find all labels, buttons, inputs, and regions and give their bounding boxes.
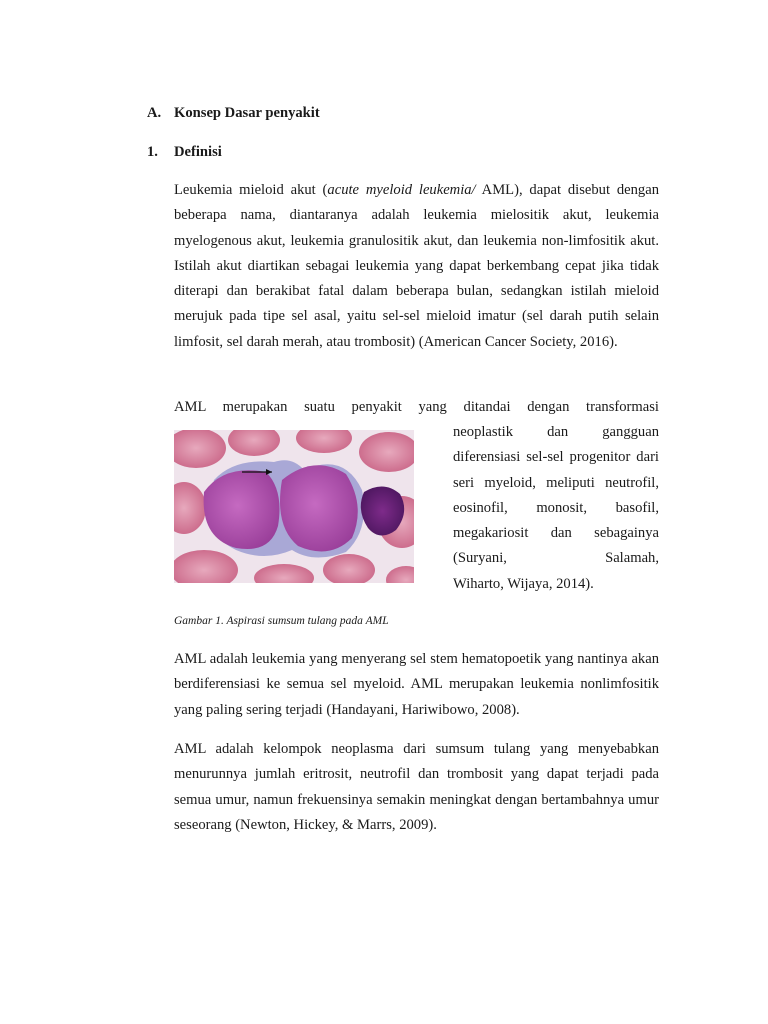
subsection-title: Definisi [174,144,222,160]
paragraph-definition-post: AML), dapat disebut dengan beberapa nama, diantaranya adalah leukemia mielositik akut, leukemia myelogenous akut, leukemia granulositik akut, dan leukemia non-limfositik akut. Istilah akut diartikan sebagai leukemia yang dapat berkembang cepat jika tidak diterapi dan berakibat fatal dalam beberapa bulan, sedangkan istilah mieloid merujuk pada tipe sel asal, yaitu sel-sel mieloid imatur (sel darah putih selain limfosit, sel darah merah, atau trombosit) (American Cancer Society, 2016). [174,182,659,350]
paragraph-aml-wrap [453,420,659,597]
section-letter: A. [147,105,162,121]
bone-marrow-image [174,430,414,583]
subsection-heading [147,143,222,161]
figure-caption: Gambar 1. Aspirasi sumsum tulang pada AML [174,615,389,627]
paragraph-definition [174,178,659,355]
paragraph-aml-stem-cell: AML adalah leukemia yang menyerang sel stem hematopoetik yang nantinya akan berdiferensiasi ke semua sel myeloid. AML merupakan leukemia nonlimfositik yang paling sering terjadi (Handayani, Hariwibowo, 2008). [174,651,659,718]
paragraph-aml-lead: AML merupakan suatu penyakit yang ditandai dengan transformasi [174,399,659,415]
subsection-number: 1. [147,144,158,160]
bone-marrow-figure [174,430,414,583]
paragraph-aml-wrap-body: neoplastik dan gangguan diferensiasi sel-sel progenitor dari seri myeloid, meliputi neutrofil, eosinofil, monosit, basofil, megakariosit dan sebagainya (Suryani, Salamah, [453,424,659,567]
paragraph-aml-wrap-last: Wiharto, Wijaya, 2014). [453,575,594,592]
paragraph-definition-italic: acute myeloid leukemia/ [327,182,476,198]
section-heading [147,104,320,122]
section-title: Konsep Dasar penyakit [174,105,320,121]
paragraph-definition-pre: Leukemia mieloid akut ( [174,182,328,198]
paragraph-aml-neoplasm: AML adalah kelompok neoplasma dari sumsum tulang yang menyebabkan menurunnya jumlah eritrosit, neutrofil dan trombosit yang dapat terjadi pada semua umur, namun frekuensinya semakin meningkat dengan bertambahnya umur seseorang (Newton, Hickey, & Marrs, 2009). [174,741,659,833]
